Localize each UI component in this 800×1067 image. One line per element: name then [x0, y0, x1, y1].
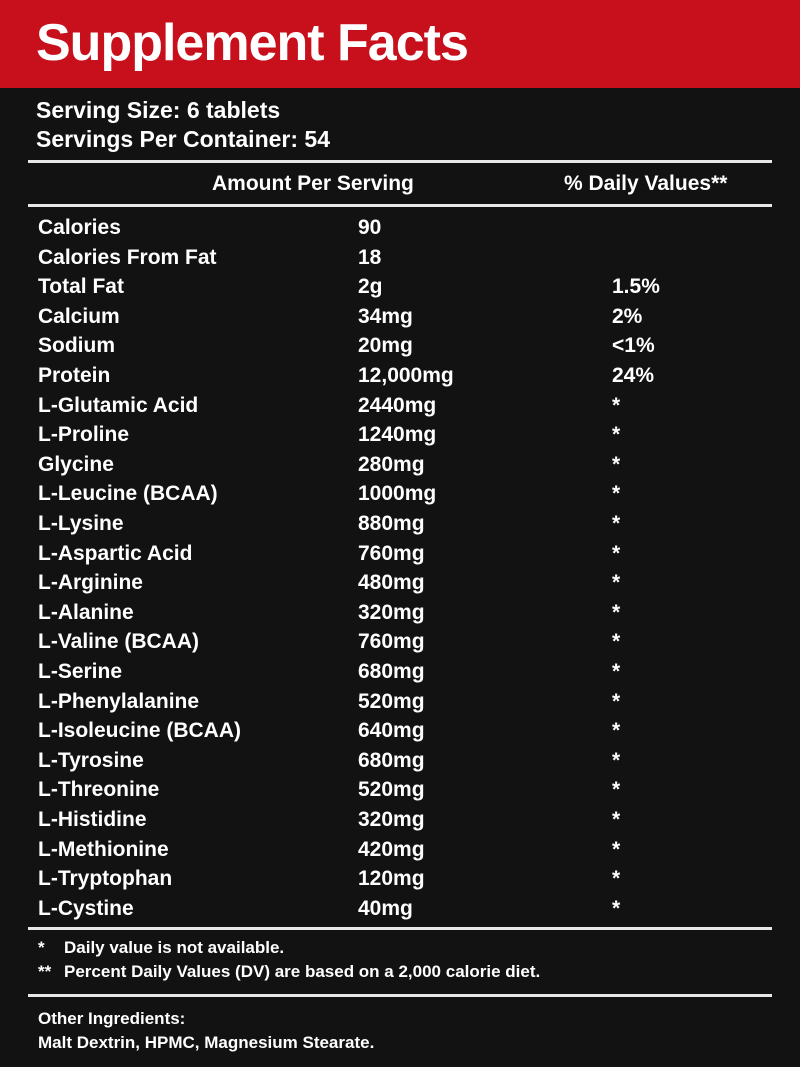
nutrient-row	[38, 835, 758, 865]
nutrient-daily-value: *	[612, 482, 621, 506]
footnote-text: Daily value is not available.	[64, 938, 285, 957]
nutrient-daily-value: <1%	[612, 334, 655, 358]
nutrient-amount: 680mg	[358, 748, 425, 772]
servings-per-container: Servings Per Container: 54	[36, 126, 330, 152]
nutrient-row	[38, 627, 758, 657]
nutrient-daily-value: *	[612, 896, 621, 920]
nutrient-row	[38, 450, 758, 480]
nutrient-row	[38, 894, 758, 924]
other-ingredients-text: Malt Dextrin, HPMC, Magnesium Stearate.	[38, 1033, 375, 1052]
nutrient-row	[38, 657, 758, 687]
nutrient-amount: 760mg	[358, 541, 425, 565]
nutrient-name: L-Glutamic Acid	[38, 393, 199, 417]
header-banner	[0, 0, 800, 88]
nutrient-amount: 420mg	[358, 837, 425, 861]
amount-column-header: Amount Per Serving	[212, 172, 414, 195]
nutrient-name: L-Lysine	[38, 512, 124, 535]
nutrient-amount: 680mg	[358, 660, 425, 683]
nutrient-daily-value: *	[612, 719, 621, 743]
nutrient-name: L-Leucine (BCAA)	[38, 482, 218, 506]
nutrient-row	[38, 479, 758, 509]
nutrient-row	[38, 420, 758, 450]
nutrient-name: L-Serine	[38, 660, 123, 683]
nutrient-name: Protein	[38, 364, 111, 387]
nutrient-row	[38, 805, 758, 835]
page-title: Supplement Facts	[36, 14, 468, 72]
nutrient-row	[38, 598, 758, 628]
footnote	[38, 937, 284, 959]
nutrient-amount: 2g	[358, 275, 383, 299]
nutrient-amount: 40mg	[358, 896, 413, 920]
nutrient-name: Glycine	[38, 452, 114, 476]
nutrient-daily-value: 2%	[612, 304, 643, 328]
nutrient-daily-value: *	[612, 808, 621, 831]
nutrient-name: L-Phenylalanine	[38, 689, 200, 713]
nutrient-name: Sodium	[38, 334, 115, 358]
nutrient-name: Total Fat	[38, 275, 124, 299]
nutrient-name: L-Cystine	[38, 896, 134, 920]
footnote-mark: **	[38, 962, 52, 981]
nutrient-name: L-Tryptophan	[38, 867, 173, 891]
other-ingredients-label: Other Ingredients:	[38, 1009, 186, 1028]
nutrient-row	[38, 775, 758, 805]
nutrient-daily-value: *	[612, 452, 621, 476]
nutrient-amount: 2440mg	[358, 393, 437, 417]
nutrient-amount: 480mg	[358, 571, 425, 595]
nutrient-name: L-Aspartic Acid	[38, 541, 193, 565]
nutrient-row	[38, 391, 758, 421]
nutrient-row	[38, 568, 758, 598]
nutrient-name: L-Isoleucine (BCAA)	[38, 719, 242, 743]
nutrient-amount: 120mg	[358, 867, 425, 891]
nutrient-name: Calories	[38, 216, 121, 239]
nutrient-daily-value: *	[612, 541, 621, 565]
nutrient-amount: 280mg	[358, 452, 425, 476]
nutrient-row	[38, 716, 758, 746]
nutrient-row	[38, 302, 758, 332]
nutrient-amount: 12,000mg	[358, 364, 454, 387]
nutrient-amount: 640mg	[358, 719, 425, 743]
footnote	[38, 961, 540, 983]
nutrient-daily-value: *	[612, 689, 621, 713]
nutrient-daily-value: *	[612, 630, 621, 654]
nutrient-amount: 760mg	[358, 630, 425, 654]
nutrient-daily-value: *	[612, 600, 621, 624]
divider	[28, 994, 772, 997]
nutrient-name: L-Threonine	[38, 778, 160, 802]
nutrient-daily-value: *	[612, 393, 621, 417]
nutrient-row	[38, 746, 758, 776]
nutrient-amount: 320mg	[358, 600, 425, 624]
nutrient-daily-value: 24%	[612, 364, 655, 387]
nutrient-row	[38, 243, 758, 273]
nutrient-row	[38, 272, 758, 302]
nutrient-daily-value: 1.5%	[612, 275, 660, 299]
nutrient-row	[38, 213, 758, 243]
serving-size: Serving Size: 6 tablets	[36, 97, 281, 123]
nutrient-row	[38, 864, 758, 894]
nutrient-amount: 320mg	[358, 808, 425, 831]
nutrient-row	[38, 539, 758, 569]
nutrient-name: L-Arginine	[38, 571, 143, 595]
nutrient-row	[38, 361, 758, 391]
nutrient-daily-value: *	[612, 512, 621, 535]
nutrient-daily-value: *	[612, 867, 621, 891]
daily-values-column-header: % Daily Values**	[564, 172, 728, 195]
nutrient-amount: 520mg	[358, 689, 425, 713]
nutrient-amount: 880mg	[358, 512, 425, 535]
facts-panel	[0, 88, 800, 1067]
nutrient-amount: 520mg	[358, 778, 425, 802]
nutrient-name: L-Valine (BCAA)	[38, 630, 200, 654]
nutrient-name: L-Tyrosine	[38, 748, 144, 772]
nutrient-amount: 1240mg	[358, 423, 437, 447]
nutrient-daily-value: *	[612, 837, 621, 861]
nutrient-daily-value: *	[612, 423, 621, 447]
footnote-text: Percent Daily Values (DV) are based on a 2,000 calorie diet.	[64, 962, 541, 981]
nutrient-daily-value: *	[612, 660, 621, 683]
nutrient-daily-value: *	[612, 748, 621, 772]
nutrient-row	[38, 687, 758, 717]
nutrient-amount: 90	[358, 216, 382, 239]
nutrient-name: L-Proline	[38, 423, 130, 447]
divider	[28, 927, 772, 930]
divider	[28, 160, 772, 163]
nutrient-amount: 34mg	[358, 304, 413, 328]
nutrient-amount: 20mg	[358, 334, 413, 358]
nutrient-row	[38, 509, 758, 539]
nutrient-name: Calories From Fat	[38, 245, 217, 269]
divider	[28, 204, 772, 207]
nutrient-daily-value: *	[612, 571, 621, 595]
footnote-mark: *	[38, 938, 45, 957]
nutrient-amount: 18	[358, 245, 382, 269]
nutrient-daily-value: *	[612, 778, 621, 802]
nutrient-name: Calcium	[38, 304, 120, 328]
nutrient-row	[38, 331, 758, 361]
nutrient-name: L-Histidine	[38, 808, 147, 831]
nutrient-name: L-Methionine	[38, 837, 169, 861]
nutrient-name: L-Alanine	[38, 600, 134, 624]
nutrient-amount: 1000mg	[358, 482, 437, 506]
